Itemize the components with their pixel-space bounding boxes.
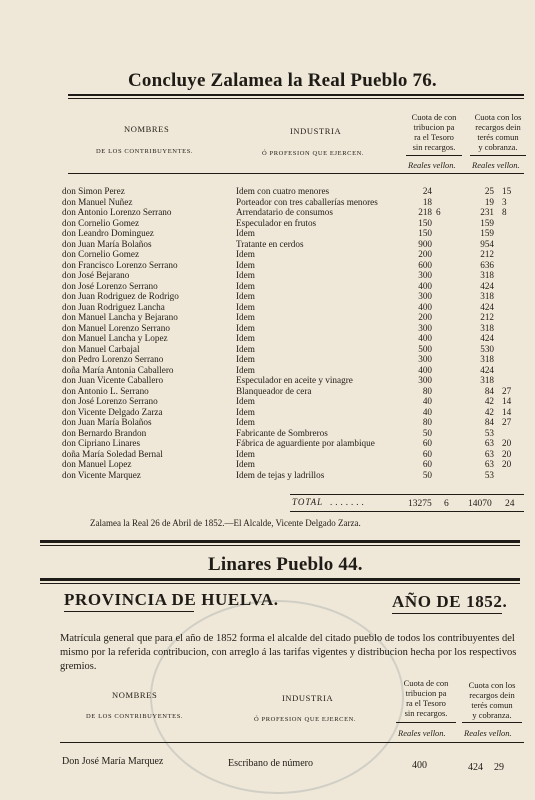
section2-col-nombres-sub: DE LOS CONTRIBUYENTES.	[86, 713, 184, 720]
table-row	[62, 218, 522, 229]
cuota2-line: recargos dein	[469, 690, 515, 700]
section1-total-rule-bottom	[290, 511, 524, 512]
section1-total-c2: 14070	[468, 499, 492, 509]
cuota1-line: sin recargos.	[412, 142, 456, 152]
cuota-tesoro: 218	[418, 207, 432, 217]
table-row	[62, 354, 522, 365]
section2-province: PROVINCIA DE HUELVA.	[64, 590, 279, 609]
table-row	[62, 344, 522, 355]
table-row	[62, 197, 522, 208]
contributor-name: don Manuel Nuñez	[62, 196, 133, 207]
industry: Idem	[236, 322, 255, 333]
section1-col-nombres-sub: DE LOS CONTRIBUYENTES.	[96, 148, 194, 155]
cuota2-line: Cuota con los	[468, 680, 516, 690]
cuota-recargos: 42	[484, 406, 494, 417]
cuota-recargos: 318	[480, 354, 494, 364]
industry: Idem	[236, 333, 255, 343]
section1-title-rule-thick	[68, 94, 524, 96]
table-row	[62, 270, 522, 281]
contributor-name: doña María Antonia Caballero	[62, 364, 174, 375]
cuota-tesoro: 300	[418, 291, 432, 301]
table-row	[62, 323, 522, 334]
cuota-tesoro: 150	[418, 228, 432, 238]
section2-year-underline	[392, 613, 502, 614]
table-row	[62, 291, 522, 302]
table-row	[62, 407, 522, 418]
section2-row-nombre: Don José María Marquez	[62, 756, 164, 767]
cuota-recargos: 63	[484, 448, 494, 459]
table-row	[62, 228, 522, 239]
cuota-recargos-fraction: 3	[502, 196, 507, 207]
cuota1-line: ra el Tesoro	[414, 132, 454, 142]
cuota1-line: tribucion pa	[405, 688, 447, 698]
table-row	[62, 365, 522, 376]
table-row	[62, 302, 522, 313]
contributor-name: don Manuel Carbajal	[62, 343, 140, 354]
industry: Blanqueador de cera	[236, 385, 312, 396]
cuota-tesoro: 300	[418, 354, 432, 364]
section2-year: AÑO DE 1852.	[392, 592, 508, 611]
cuota1-line: Cuota de con	[411, 112, 457, 122]
industry: Especulador en frutos	[236, 217, 317, 228]
industry: Idem	[236, 249, 255, 259]
cuota-recargos-fraction: 14	[502, 406, 512, 417]
cuota-tesoro: 300	[418, 322, 432, 333]
industry: Idem	[236, 417, 255, 427]
section1-total-dots: .......	[330, 497, 367, 507]
industry: Idem	[236, 448, 255, 459]
section2-row-c1: 400	[412, 760, 427, 771]
industry: Idem	[236, 270, 255, 280]
table-row	[62, 333, 522, 344]
cuota1-line: Cuota de con	[403, 678, 449, 688]
cuota-recargos: 19	[484, 196, 494, 207]
table-row	[62, 396, 522, 407]
contributor-name: don Antonio L. Serrano	[62, 385, 149, 396]
cuota1-line: tribucion pa	[413, 122, 455, 132]
section2-col-cuota1	[396, 678, 456, 718]
industry: Tratante en cerdos	[236, 238, 304, 249]
section2-province-underline	[64, 611, 194, 612]
cuota-tesoro: 50	[422, 427, 432, 438]
section1-title: Concluye Zalamea la Real Pueblo 76.	[128, 70, 437, 91]
contributor-name: don Juan Vicente Caballero	[62, 375, 164, 385]
cuota1-line: ra el Tesoro	[406, 698, 446, 708]
contributor-name: don Leandro Dominguez	[62, 228, 154, 238]
cuota-recargos: 530	[480, 343, 494, 354]
section2-row-industria: Escribano de número	[228, 758, 313, 769]
cuota-tesoro: 400	[418, 333, 432, 343]
industry: Idem	[236, 312, 255, 322]
cuota-recargos: 84	[484, 385, 494, 396]
section2-title: Linares Pueblo 44.	[208, 554, 363, 575]
section1-total-c1: 13275	[408, 499, 432, 509]
cuota-recargos: 424	[480, 333, 494, 343]
cuota-recargos-fraction: 8	[502, 207, 507, 217]
cuota-recargos: 318	[480, 322, 494, 333]
section1-footer: Zalamea la Real 26 de Abril de 1852.—El Alcalde, Vicente Delgado Zarza.	[90, 518, 361, 528]
cuota-recargos-fraction: 15	[502, 186, 512, 196]
section2-paragraph: Matrícula general que para el año de 1852 forma el alcalde del citado pueblo de todos los contribuyentes del mismo por la referida contribucion, con arreglo á las tarifas vigentes y distribucion hecha por los respectivos gremios.	[60, 633, 517, 672]
section2-col-cuota2	[462, 680, 522, 720]
cuota-recargos: 25	[484, 186, 494, 196]
cuota-tesoro: 60	[422, 438, 432, 448]
table-row	[62, 470, 522, 481]
contributor-name: don Cornelio Gomez	[62, 217, 140, 228]
cuota-recargos-fraction: 27	[502, 385, 512, 396]
table-row	[62, 249, 522, 260]
contributor-name: don José Lorenzo Serrano	[62, 396, 158, 406]
section1-header-sep-1	[406, 155, 462, 156]
cuota-tesoro: 80	[422, 385, 432, 396]
table-row	[62, 207, 522, 218]
cuota-recargos: 318	[480, 291, 494, 301]
contributor-name: don Juan Rodriguez Lancha	[62, 301, 165, 312]
contributor-name: don Francisco Lorenzo Serrano	[62, 259, 178, 270]
section-divider-thick	[40, 540, 520, 543]
industry: Idem	[236, 396, 255, 406]
section2-col-industria: INDUSTRIA	[282, 693, 334, 703]
section2-reales1: Reales vellon.	[398, 728, 446, 738]
industry: Porteador con tres caballerías menores	[236, 196, 378, 207]
cuota-tesoro: 500	[418, 343, 432, 354]
section1-title-rule-thin	[68, 98, 524, 99]
contributor-name: don Manuel Lancha y Bejarano	[62, 312, 178, 322]
industry: Idem	[236, 291, 255, 301]
table-row	[62, 260, 522, 271]
cuota-recargos: 159	[480, 228, 494, 238]
cuota-tesoro: 200	[418, 312, 432, 322]
section1-col-cuota2	[468, 112, 528, 152]
contributor-name: don Manuel Lopez	[62, 459, 132, 469]
section1-header-rule	[68, 173, 524, 174]
section1-total-c1b: 6	[444, 499, 449, 509]
section2-header-sep-2	[462, 722, 522, 723]
cuota-recargos: 159	[480, 217, 494, 228]
cuota2-line: terés comun	[477, 132, 519, 142]
table-row	[62, 312, 522, 323]
section1-reales2: Reales vellon.	[472, 160, 520, 170]
section2-title-rule-thin	[40, 583, 520, 584]
cuota-tesoro: 150	[418, 217, 432, 228]
cuota2-line: y cobranza.	[478, 142, 518, 152]
contributor-name: don José Bejarano	[62, 270, 130, 280]
cuota-recargos: 212	[480, 312, 494, 322]
industry: Especulador en aceite y vinagre	[236, 375, 353, 385]
contributor-name: don José Lorenzo Serrano	[62, 280, 158, 291]
contributor-name: don Manuel Lorenzo Serrano	[62, 322, 170, 333]
industry: Idem	[236, 354, 255, 364]
cuota-tesoro: 60	[422, 448, 432, 459]
cuota-recargos-fraction: 20	[502, 438, 512, 448]
cuota-recargos: 424	[480, 364, 494, 375]
contributor-name: don Manuel Lancha y Lopez	[62, 333, 168, 343]
section1-header-sep-2	[470, 155, 526, 156]
section1-total-rule-top	[290, 494, 524, 495]
industry: Idem	[236, 228, 255, 238]
section2-header-sep-1	[396, 722, 456, 723]
cuota-tesoro: 600	[418, 259, 432, 270]
cuota-recargos: 318	[480, 270, 494, 280]
contributor-name: don Simon Perez	[62, 186, 125, 196]
section2-row-c2: 424	[468, 762, 483, 773]
section1-col-industria-sub: Ó PROFESION QUE EJERCEN.	[262, 150, 365, 157]
cuota-recargos: 63	[484, 459, 494, 469]
cuota2-line: y cobranza.	[472, 710, 512, 720]
cuota-recargos: 424	[480, 301, 494, 312]
cuota-tesoro: 40	[422, 396, 432, 406]
cuota-tesoro: 900	[418, 238, 432, 249]
cuota-recargos: 63	[484, 438, 494, 448]
table-row	[62, 438, 522, 449]
cuota-tesoro: 60	[422, 459, 432, 469]
industry: Arrendatario de consumos	[236, 207, 333, 217]
section1-total-label: TOTAL	[292, 497, 324, 507]
section1-reales1: Reales vellon.	[408, 160, 456, 170]
section-divider-thin	[40, 545, 520, 546]
contributor-name: don Cornelio Gomez	[62, 249, 140, 259]
cuota-recargos: 231	[480, 207, 494, 217]
industry: Idem con cuatro menores	[236, 186, 330, 196]
section1-table	[62, 186, 522, 480]
cuota-tesoro-fraction: 6	[436, 207, 441, 217]
table-row	[62, 375, 522, 386]
contributor-name: don Juan Rodriguez de Rodrigo	[62, 291, 179, 301]
cuota-tesoro: 400	[418, 280, 432, 291]
section2-reales2: Reales vellon.	[464, 728, 512, 738]
cuota2-line: recargos dein	[475, 122, 521, 132]
cuota-recargos: 84	[484, 417, 494, 427]
cuota-tesoro: 50	[422, 469, 432, 480]
cuota-recargos: 954	[480, 238, 494, 249]
cuota1-line: sin recargos.	[404, 708, 448, 718]
industry: Idem	[236, 459, 255, 469]
table-row	[62, 449, 522, 460]
contributor-name: don Juan María Bolaños	[62, 417, 152, 427]
cuota-tesoro: 400	[418, 364, 432, 375]
cuota-tesoro: 18	[422, 196, 432, 207]
industry: Idem	[236, 301, 255, 312]
industry: Idem	[236, 406, 255, 417]
cuota-recargos-fraction: 20	[502, 459, 512, 469]
cuota-tesoro: 300	[418, 375, 432, 385]
section1-col-nombres: NOMBRES	[124, 124, 170, 134]
cuota-recargos: 424	[480, 280, 494, 291]
table-row	[62, 459, 522, 470]
section2-title-rule-thick	[40, 578, 520, 581]
table-row	[62, 386, 522, 397]
table-row	[62, 186, 522, 197]
table-row	[62, 417, 522, 428]
cuota-tesoro: 300	[418, 270, 432, 280]
cuota-recargos: 636	[480, 259, 494, 270]
cuota-tesoro: 200	[418, 249, 432, 259]
industry: Idem de tejas y ladrillos	[236, 469, 325, 480]
cuota-tesoro: 400	[418, 301, 432, 312]
cuota-recargos-fraction: 14	[502, 396, 512, 406]
cuota-recargos-fraction: 27	[502, 417, 512, 427]
industry: Idem	[236, 259, 255, 270]
cuota-tesoro: 40	[422, 406, 432, 417]
industry: Idem	[236, 364, 255, 375]
cuota-recargos: 42	[484, 396, 494, 406]
section2-col-industria-sub: Ó PROFESION QUE EJERCEN.	[254, 716, 357, 723]
section1-col-cuota1	[406, 112, 462, 152]
section1-col-industria: INDUSTRIA	[290, 126, 342, 136]
cuota2-line: terés comun	[471, 700, 513, 710]
contributor-name: doña María Soledad Bernal	[62, 448, 163, 459]
section2-header-rule	[60, 742, 524, 743]
cuota2-line: Cuota con los	[474, 112, 522, 122]
cuota-recargos: 318	[480, 375, 494, 385]
cuota-recargos: 212	[480, 249, 494, 259]
cuota-tesoro: 80	[422, 417, 432, 427]
cuota-recargos: 53	[484, 427, 494, 438]
industry: Fábrica de aguardiente por alambique	[236, 438, 375, 448]
cuota-recargos-fraction: 20	[502, 448, 512, 459]
cuota-recargos: 53	[484, 469, 494, 480]
contributor-name: don Antonio Lorenzo Serrano	[62, 207, 172, 217]
contributor-name: don Cipriano Linares	[62, 438, 141, 448]
industry: Fabricante de Sombreros	[236, 427, 328, 438]
table-row	[62, 281, 522, 292]
section2-row-c2b: 29	[494, 762, 504, 773]
cuota-tesoro: 24	[422, 186, 432, 196]
industry: Idem	[236, 280, 255, 291]
contributor-name: don Juan María Bolaños	[62, 238, 152, 249]
contributor-name: don Pedro Lorenzo Serrano	[62, 354, 164, 364]
industry: Idem	[236, 343, 255, 354]
section2-col-nombres: NOMBRES	[112, 690, 158, 700]
contributor-name: don Vicente Delgado Zarza	[62, 406, 163, 417]
contributor-name: don Bernardo Brandon	[62, 427, 147, 438]
contributor-name: don Vicente Marquez	[62, 469, 141, 480]
table-row	[62, 428, 522, 439]
section1-total-c2b: 24	[505, 499, 515, 509]
table-row	[62, 239, 522, 250]
